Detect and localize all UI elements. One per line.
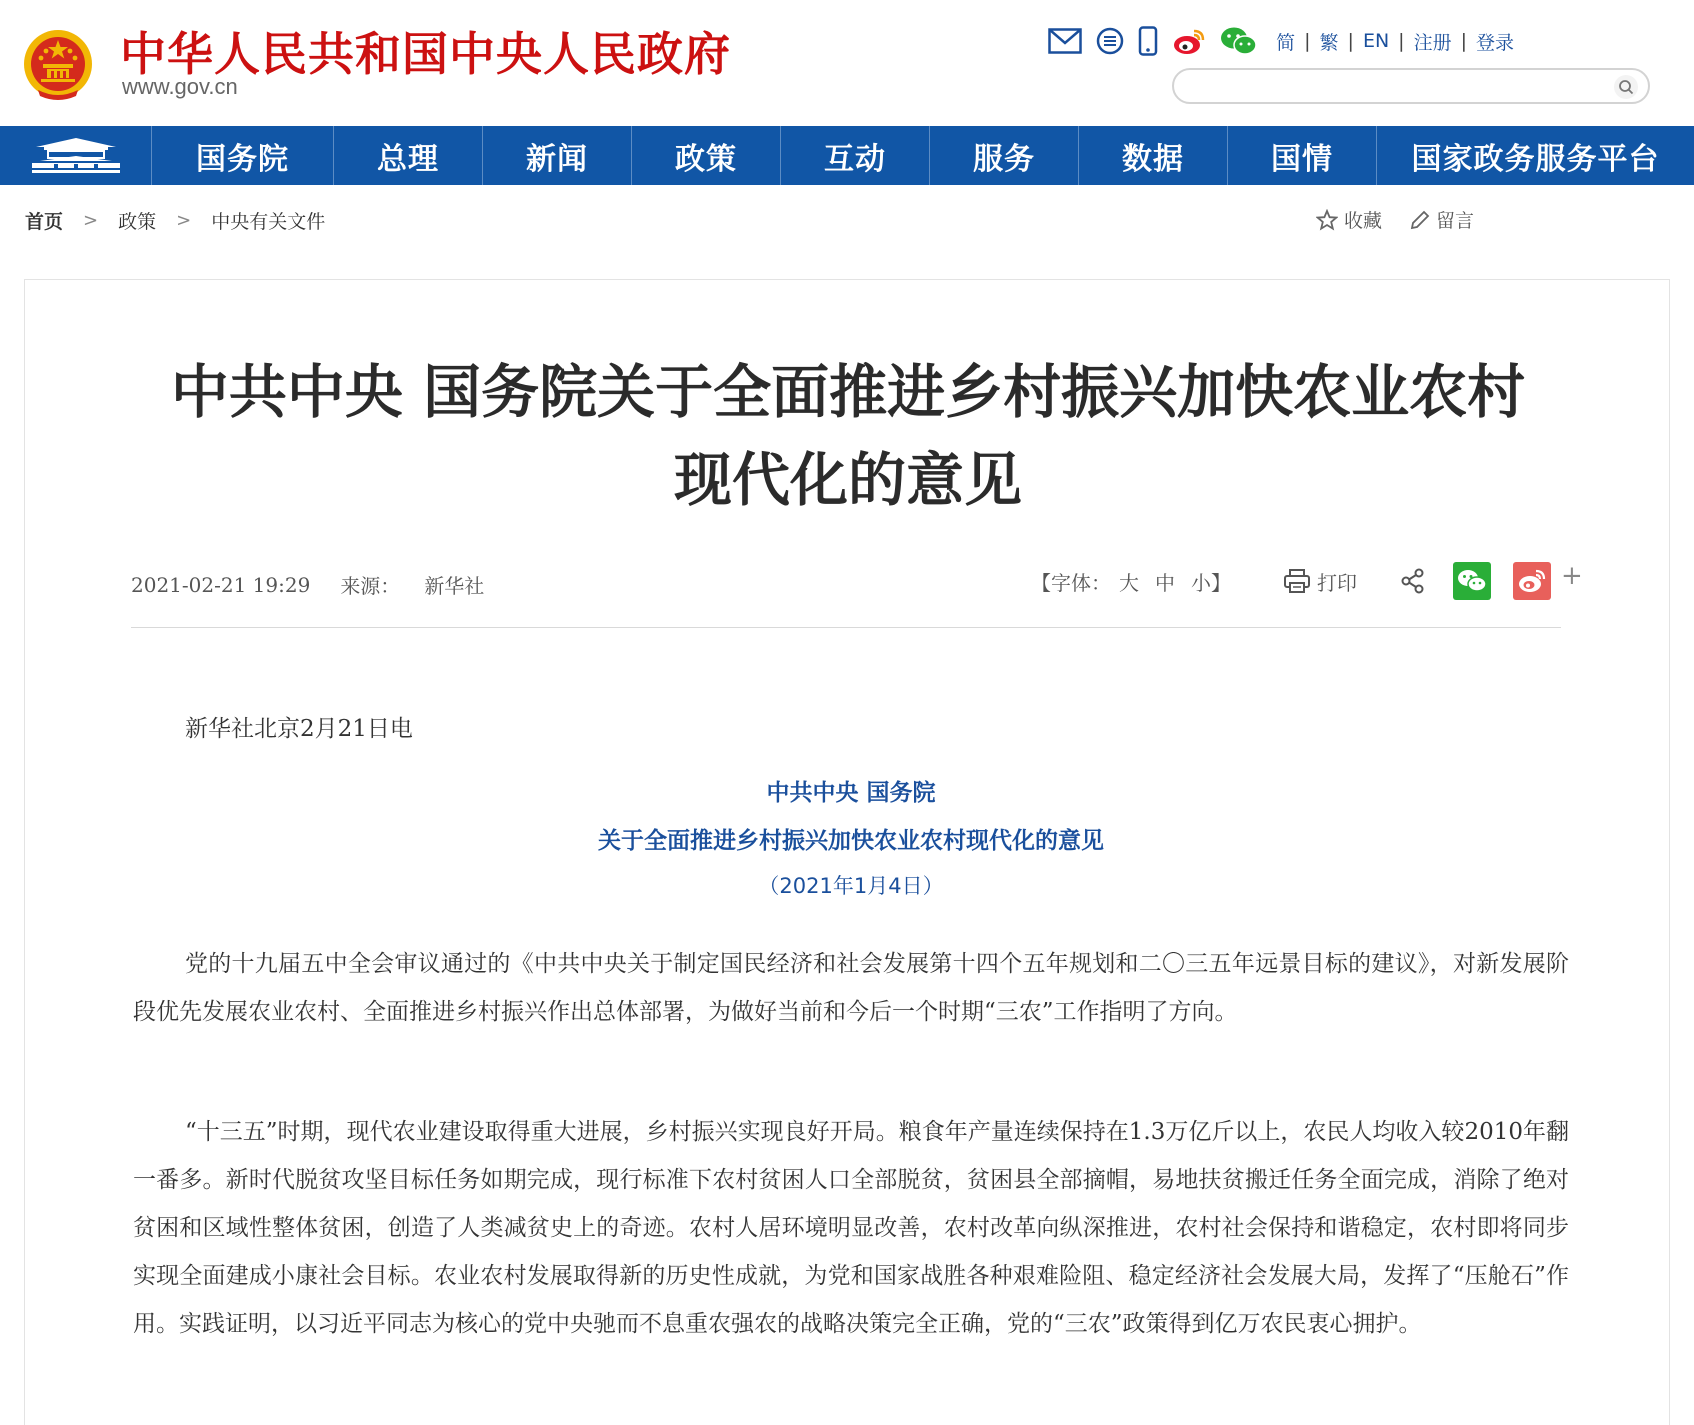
- paragraph: 党的十九届五中全会审议通过的《中共中央关于制定国民经济和社会发展第十四个五年规划和二〇三五年远景目标的建议》，对新发展阶段优先发展农业农村、全面推进乡村振兴作出总体部署，为做好当前和今后一个时期“三农”工作指明了方向。: [133, 951, 1569, 1025]
- font-size-label: 【字体：: [1031, 570, 1111, 595]
- weibo-icon: [1517, 568, 1547, 594]
- language-login-links: [1276, 28, 1514, 55]
- site-url[interactable]: www.gov.cn: [122, 74, 238, 99]
- document-issuer: 中共中央 国务院: [766, 780, 936, 806]
- nav-item-policy[interactable]: 政策: [632, 126, 781, 185]
- nav-item-interaction[interactable]: 互动: [781, 126, 930, 185]
- article-title: [125, 348, 1571, 524]
- favorite-label: 收藏: [1344, 210, 1383, 232]
- search-box: [1172, 68, 1650, 104]
- top-toolbar: [1048, 26, 1514, 56]
- share-icon[interactable]: [1401, 568, 1425, 594]
- divider: |: [1460, 30, 1467, 52]
- font-medium-option[interactable]: 中: [1155, 570, 1175, 595]
- article-title-line1: 中共中央 国务院关于全面推进乡村振兴加快农业农村: [170, 358, 1526, 426]
- message-icon[interactable]: [1096, 27, 1124, 55]
- nav-item-state-council[interactable]: 国务院: [152, 126, 334, 185]
- register-link[interactable]: 注册: [1413, 31, 1452, 54]
- tiananmen-icon: [28, 136, 124, 176]
- printer-icon: [1283, 568, 1311, 594]
- page-actions: [1316, 206, 1474, 233]
- font-size-selector: [1031, 567, 1239, 596]
- divider: |: [1304, 30, 1311, 52]
- favorite-button[interactable]: [1316, 206, 1382, 233]
- dateline: 新华社北京2月21日电: [185, 716, 413, 742]
- article-meta: [131, 570, 484, 599]
- star-icon: [1316, 209, 1338, 231]
- wechat-icon[interactable]: [1220, 26, 1258, 56]
- simplified-chinese-link[interactable]: 简: [1276, 31, 1296, 54]
- pencil-icon: [1410, 210, 1430, 230]
- comment-label: 留言: [1436, 210, 1475, 232]
- weibo-icon[interactable]: [1172, 27, 1206, 55]
- main-nav: [0, 126, 1694, 185]
- meta-divider: [131, 627, 1561, 628]
- site-header: [0, 0, 1694, 126]
- mail-icon[interactable]: [1048, 28, 1082, 54]
- font-large-option[interactable]: 大: [1119, 570, 1139, 595]
- article-tools: [1031, 562, 1583, 600]
- publish-date: 2021-02-21 19:29: [131, 572, 311, 597]
- wechat-share-button[interactable]: [1453, 562, 1491, 600]
- national-emblem[interactable]: [22, 26, 94, 102]
- breadcrumb-home[interactable]: 首页: [25, 211, 64, 233]
- comment-button[interactable]: [1410, 206, 1474, 233]
- source-value: 新华社: [424, 574, 485, 598]
- divider: |: [1347, 30, 1354, 52]
- breadcrumb-policy[interactable]: 政策: [118, 211, 157, 233]
- mobile-icon[interactable]: [1138, 26, 1158, 56]
- nav-home-logo[interactable]: [0, 126, 152, 185]
- print-button[interactable]: [1283, 567, 1357, 596]
- nav-item-national-profile[interactable]: 国情: [1228, 126, 1377, 185]
- search-input[interactable]: [1188, 76, 1588, 96]
- plus-icon[interactable]: +: [1561, 561, 1583, 591]
- source-label: 来源：: [340, 574, 401, 598]
- document-title: 关于全面推进乡村振兴加快农业农村现代化的意见: [598, 828, 1104, 854]
- breadcrumb-separator: >: [83, 210, 99, 231]
- login-link[interactable]: 登录: [1475, 31, 1514, 54]
- traditional-chinese-link[interactable]: 繁: [1319, 31, 1339, 54]
- nav-item-premier[interactable]: 总理: [334, 126, 483, 185]
- breadcrumb: [25, 207, 325, 234]
- english-link[interactable]: EN: [1362, 30, 1390, 52]
- search-button[interactable]: [1614, 75, 1638, 99]
- paragraph: “十三五”时期，现代农业建设取得重大进展，乡村振兴实现良好开局。粮食年产量连续保持在1.3万亿斤以上，农民人均收入较2010年翻一番多。新时代脱贫攻坚目标任务如期完成，现行标准下农村贫困人口全部脱贫，贫困县全部摘帽，易地扶贫搬迁任务全面完成，消除了绝对贫困和区域性整体贫困，创造了人类减贫史上的奇迹。农村人居环境明显改善，农村改革向纵深推进，农村社会保持和谐稳定，农村即将同步实现全面建成小康社会目标。农业农村发展取得新的历史性成就，为党和国家战胜各种艰难险阻、稳定经济社会发展大局，发挥了“压舱石”作用。实践证明，以习近平同志为核心的党中央驰而不息重农强农的战略决策完全正确，党的“三农”政策得到亿万农民衷心拥护。: [133, 1119, 1569, 1337]
- site-title[interactable]: 中华人民共和国中央人民政府: [120, 27, 731, 81]
- article-container: [24, 279, 1670, 1425]
- weibo-share-button[interactable]: [1513, 562, 1551, 600]
- print-label: 打印: [1317, 570, 1357, 595]
- wechat-icon: [1457, 568, 1487, 594]
- nav-item-gov-service-platform[interactable]: 国家政务服务平台: [1411, 141, 1660, 177]
- nav-item-services[interactable]: 服务: [930, 126, 1079, 185]
- article-title-line2: 现代化的意见: [673, 446, 1022, 514]
- nav-item-data[interactable]: 数据: [1079, 126, 1228, 185]
- breadcrumb-central-documents[interactable]: 中央有关文件: [211, 211, 326, 233]
- search-icon: [1618, 79, 1634, 95]
- divider: |: [1398, 30, 1405, 52]
- breadcrumb-separator: >: [176, 210, 192, 231]
- nav-item-news[interactable]: 新闻: [483, 126, 632, 185]
- font-small-option[interactable]: 小】: [1191, 570, 1231, 595]
- document-date: （2021年1月4日）: [758, 874, 944, 898]
